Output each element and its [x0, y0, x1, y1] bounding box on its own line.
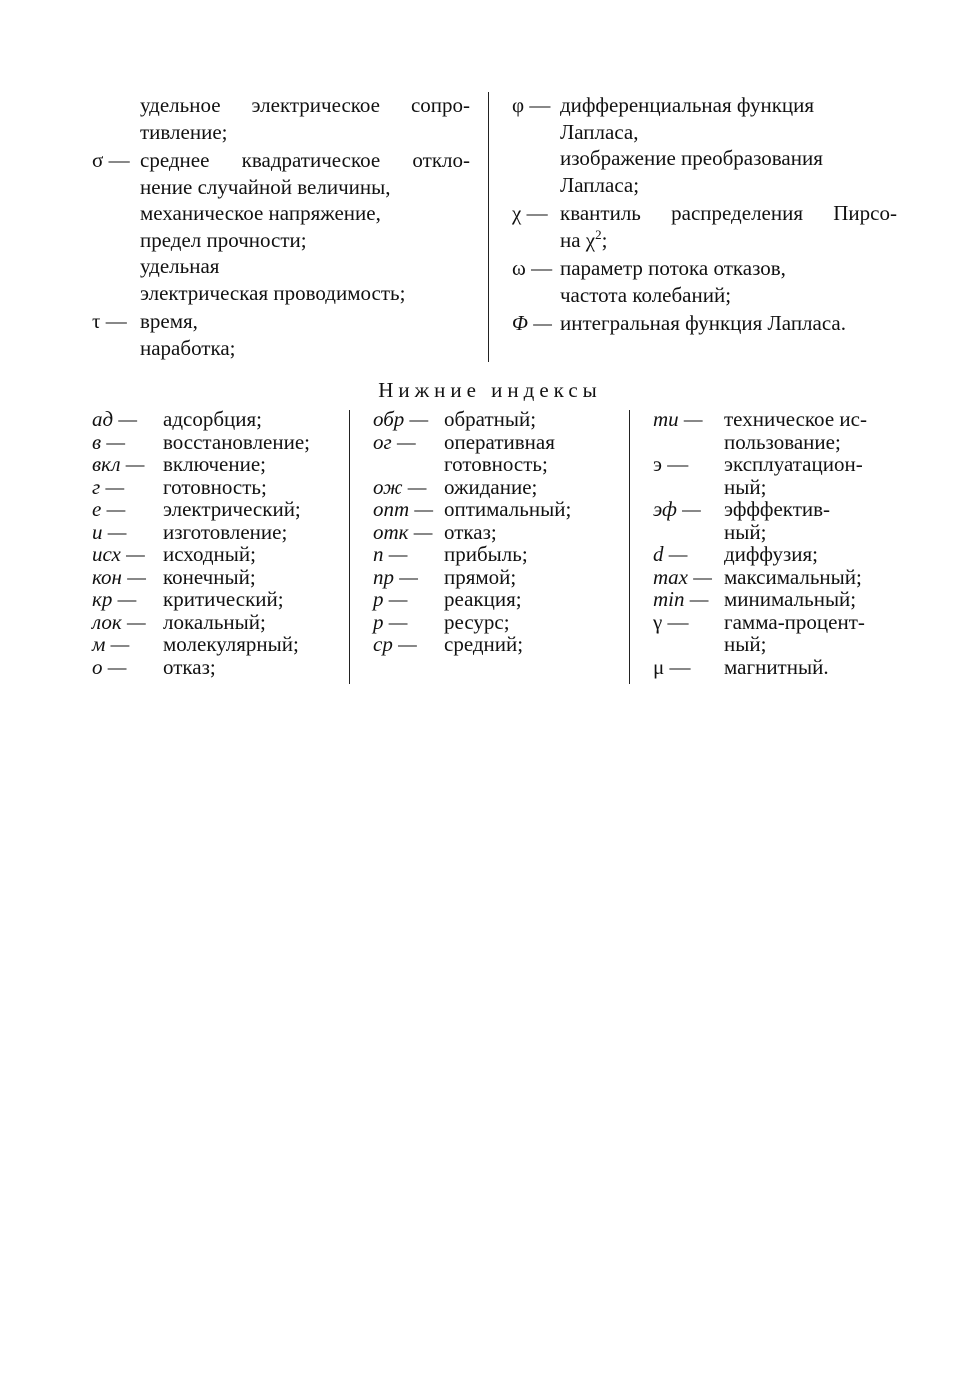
subscript-row: [92, 521, 342, 544]
description-line: удельное электрическое сопро-: [140, 93, 470, 117]
subscript-meaning: ный;: [724, 519, 767, 544]
subscript-abbr: max —: [653, 564, 712, 589]
symbol-description: [560, 92, 897, 198]
symbol-label: ω —: [512, 256, 553, 280]
subscript-row: [92, 476, 342, 499]
subscript-meaning: ный;: [724, 632, 767, 656]
subscript-abbr: ог —: [373, 429, 416, 454]
subscript-meaning: локальный;: [163, 609, 266, 634]
subscript-row: [373, 611, 623, 634]
subscript-meaning: восстановление;: [163, 429, 310, 454]
top-left-column: [92, 92, 470, 363]
description-line: Лапласа,: [560, 119, 639, 144]
subscript-row: [653, 588, 897, 611]
description-line: наработка;: [140, 335, 236, 360]
subscript-meaning: минимальный;: [724, 587, 857, 611]
subscript-meaning: включение;: [163, 452, 267, 476]
description-line: [560, 227, 897, 254]
subscript-abbr: эф —: [653, 497, 701, 521]
symbol-label: τ —: [92, 309, 127, 333]
subscript-row: [373, 543, 623, 566]
subscript-abbr: э —: [653, 452, 689, 476]
subscript-abbr: исх —: [92, 542, 145, 566]
subscript-meaning: исходный;: [163, 542, 256, 566]
subscript-column-1: [92, 408, 342, 678]
chi-squared-text: на χ: [560, 227, 596, 252]
subscript-abbr: ож —: [373, 474, 427, 499]
subscript-meaning: адсорбция;: [163, 407, 262, 431]
subscript-meaning: эфффектив-: [724, 497, 831, 521]
symbol-entry-chi: [512, 200, 897, 253]
subscript-meaning: прибыль;: [444, 542, 528, 566]
subscript-meaning: диффузия;: [724, 542, 819, 566]
symbol-entry-tau: [92, 308, 470, 361]
subscript-row: [92, 566, 342, 589]
subscript-meaning: оптимальный;: [444, 497, 572, 521]
subscript-meaning: оперативная: [444, 429, 555, 454]
subscript-abbr: опт —: [373, 497, 434, 521]
subscript-row: [653, 408, 897, 453]
section-heading: Нижние индексы: [378, 378, 602, 402]
subscript-abbr: лок —: [92, 609, 146, 634]
subscript-abbr: кон —: [92, 564, 146, 589]
description-line: изображение преобразования: [560, 146, 823, 170]
symbol-description: [140, 308, 470, 361]
subscript-row: [92, 588, 342, 611]
symbol-description: [560, 310, 897, 337]
symbol-entry-omega: [512, 255, 897, 308]
subscript-row: [653, 543, 897, 566]
subscript-row: [653, 498, 897, 543]
symbol-entry-phi: [512, 92, 897, 198]
subscript-abbr: γ —: [653, 609, 689, 634]
subscript-meaning: эксплуатацион-: [724, 452, 863, 476]
description-line: среднее квадратическое откло-: [140, 148, 470, 172]
subscript-abbr: min —: [653, 587, 709, 611]
subscript-row: [373, 431, 623, 476]
subscript-abbr: μ —: [653, 654, 691, 679]
symbol-description: [140, 147, 470, 306]
description-line: электрическая проводимость;: [140, 280, 406, 305]
subscript-abbr: м —: [92, 632, 130, 656]
subscript-meaning: пользование;: [724, 429, 841, 454]
subscript-abbr: в —: [92, 429, 126, 454]
subscript-column-2: [373, 408, 623, 656]
subscript-row: [653, 611, 897, 656]
subscript-row: [92, 611, 342, 634]
symbol-entry-capital-phi: [512, 310, 897, 337]
subscript-meaning: отказ;: [163, 654, 216, 679]
top-symbols-section: [92, 92, 897, 362]
subscript-meaning: конечный;: [163, 564, 256, 589]
subscript-abbr: р —: [373, 609, 408, 634]
description-line: частота колебаний;: [560, 282, 732, 307]
subscript-abbr: отк —: [373, 519, 433, 544]
top-right-column: [512, 92, 897, 339]
subscript-meaning: готовность;: [444, 452, 548, 476]
subscript-row: [373, 566, 623, 589]
description-line: параметр потока отказов,: [560, 256, 786, 280]
description-line: предел прочности;: [140, 227, 307, 252]
description-line: Лапласа;: [560, 172, 640, 197]
subscript-meaning: электрический;: [163, 497, 301, 521]
subscript-abbr: е —: [92, 497, 126, 521]
subscript-meaning: гамма-процент-: [724, 609, 865, 634]
subscript-meaning: прямой;: [444, 564, 517, 589]
symbol-description: [140, 92, 470, 145]
subscript-column-3: [653, 408, 897, 678]
punctuation: ;: [601, 227, 608, 252]
subscript-abbr: р —: [373, 587, 408, 611]
symbol-description: [560, 200, 897, 253]
subscript-meaning: средний;: [444, 632, 524, 656]
subscript-row: [373, 633, 623, 656]
subscript-meaning: отказ;: [444, 519, 497, 544]
column-divider: [629, 410, 630, 684]
subscript-meaning: обратный;: [444, 407, 537, 431]
subscript-abbr: ад —: [92, 407, 138, 431]
subscript-abbr: п —: [373, 542, 408, 566]
subscript-row: [92, 656, 342, 679]
subscript-row: [92, 431, 342, 454]
subscript-row: [92, 408, 342, 431]
subscript-row: [373, 408, 623, 431]
subscript-row: [92, 498, 342, 521]
subscript-abbr: о —: [92, 654, 127, 679]
subscript-abbr: обр —: [373, 407, 429, 431]
subscript-meaning: изготовление;: [163, 519, 288, 544]
symbol-label: χ —: [512, 201, 548, 225]
subscript-meaning: молекулярный;: [163, 632, 299, 656]
subscript-row: [373, 588, 623, 611]
description-line: удельная: [140, 254, 220, 278]
top-column-divider: [488, 92, 489, 362]
subscript-row: [373, 476, 623, 499]
subscript-meaning: реакция;: [444, 587, 522, 611]
description-line: квантиль распределения Пирсо-: [560, 201, 897, 225]
subscript-row: [373, 498, 623, 521]
subscript-meaning: критический;: [163, 587, 284, 611]
subscript-row: [92, 633, 342, 656]
subscript-meaning: ресурс;: [444, 609, 510, 634]
subscript-abbr: кр —: [92, 587, 137, 611]
subscript-abbr: ср —: [373, 632, 417, 656]
subscript-row: [653, 566, 897, 589]
column-divider: [349, 410, 350, 684]
subscript-meaning: максимальный;: [724, 564, 862, 589]
subscript-meaning: техническое ис-: [724, 407, 867, 431]
subscript-row: [92, 543, 342, 566]
subscript-meaning: ожидание;: [444, 474, 538, 499]
subscript-meaning: магнитный.: [724, 654, 829, 679]
subscript-abbr: вкл —: [92, 452, 145, 476]
symbol-description: [560, 255, 897, 308]
subscript-meaning: ный;: [724, 474, 767, 499]
subscript-abbr: г —: [92, 474, 125, 499]
description-line: тивление;: [140, 119, 228, 144]
subscript-row: [653, 656, 897, 679]
subscript-abbr: d —: [653, 542, 688, 566]
description-line: механическое напряжение,: [140, 201, 381, 225]
description-line: время,: [140, 309, 198, 333]
symbol-label: φ —: [512, 93, 551, 117]
description-line: нение случайной величины,: [140, 174, 391, 199]
symbol-entry-rho: [92, 92, 470, 145]
subscript-row: [92, 453, 342, 476]
description-line: дифференциальная функция: [560, 93, 815, 117]
subscript-abbr: и —: [92, 519, 127, 544]
subscript-abbr: пр —: [373, 564, 418, 589]
symbol-entry-sigma: [92, 147, 470, 306]
subscript-row: [373, 521, 623, 544]
description-line: интегральная функция Лапласа.: [560, 311, 847, 335]
superscript: 2: [595, 226, 602, 242]
subscripts-section: [92, 408, 897, 684]
subscript-row: [653, 453, 897, 498]
subscript-meaning: готовность;: [163, 474, 267, 499]
symbol-label: σ —: [92, 148, 130, 172]
subscript-abbr: ти —: [653, 407, 703, 431]
symbol-label: Φ —: [512, 311, 552, 335]
